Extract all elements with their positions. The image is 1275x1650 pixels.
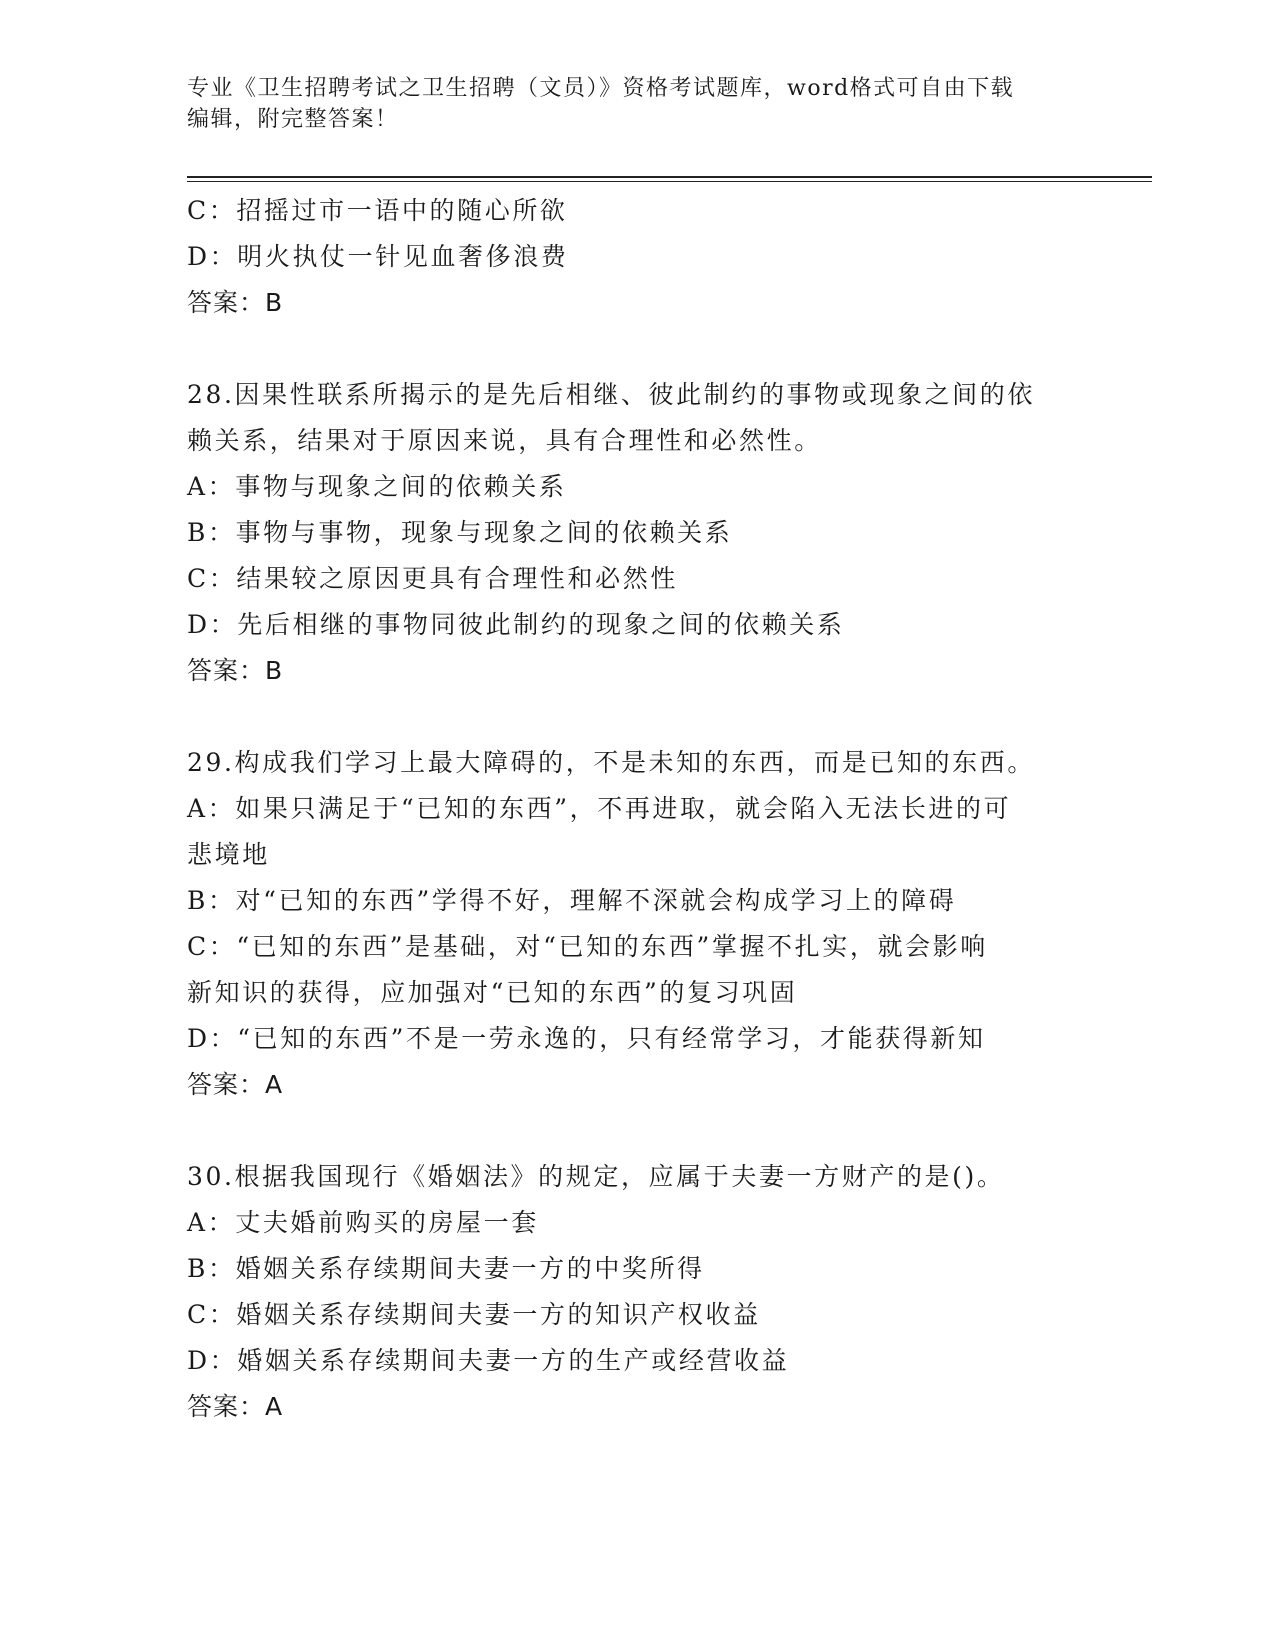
option-a: A：事物与现象之间的依赖关系 xyxy=(187,472,567,501)
option-b: B：婚姻关系存续期间夫妻一方的中奖所得 xyxy=(187,1254,705,1283)
question-30 xyxy=(187,1154,1077,1430)
header-line-2: 编辑，附完整答案！ xyxy=(187,107,399,132)
question-29 xyxy=(187,740,1077,1108)
header-divider-thin xyxy=(187,181,1152,182)
spacer xyxy=(187,1108,1077,1154)
option-c: C：婚姻关系存续期间夫妻一方的知识产权收益 xyxy=(187,1300,761,1329)
spacer xyxy=(187,694,1077,740)
document-header xyxy=(187,73,1067,135)
option-b: B：事物与事物，现象与现象之间的依赖关系 xyxy=(187,518,733,547)
answer-line: 答案：A xyxy=(187,1392,284,1421)
header-divider-thick xyxy=(187,176,1152,178)
option-a-continued: 悲境地 xyxy=(187,840,270,869)
option-d: D：婚姻关系存续期间夫妻一方的生产或经营收益 xyxy=(187,1346,790,1375)
question-stem: 29.构成我们学习上最大障碍的，不是未知的东西，而是已知的东西。 xyxy=(187,748,1035,777)
option-d: D：明火执仗一针见血奢侈浪费 xyxy=(187,242,569,271)
option-c-continued: 新知识的获得，应加强对“已知的东西”的复习巩固 xyxy=(187,978,798,1007)
question-stem: 28.因果性联系所揭示的是先后相继、彼此制约的事物或现象之间的依 xyxy=(187,380,1035,409)
option-d: D：先后相继的事物同彼此制约的现象之间的依赖关系 xyxy=(187,610,845,639)
option-c: C：结果较之原因更具有合理性和必然性 xyxy=(187,564,678,593)
spacer xyxy=(187,326,1077,372)
answer-line: 答案：A xyxy=(187,1070,284,1099)
option-a: A：如果只满足于“已知的东西”，不再进取，就会陷入无法长进的可 xyxy=(187,794,1012,823)
answer-line: 答案：B xyxy=(187,288,284,317)
question-stem-continued: 赖关系，结果对于原因来说，具有合理性和必然性。 xyxy=(187,426,822,455)
question-28 xyxy=(187,372,1077,694)
option-d: D：“已知的东西”不是一劳永逸的，只有经常学习，才能获得新知 xyxy=(187,1024,986,1053)
header-line-1: 专业《卫生招聘考试之卫生招聘（文员）》资格考试题库，word格式可自由下载 xyxy=(187,76,1015,101)
option-c: C：“已知的东西”是基础，对“已知的东西”掌握不扎实，就会影响 xyxy=(187,932,988,961)
option-a: A：丈夫婚前购买的房屋一套 xyxy=(187,1208,539,1237)
question-list xyxy=(187,188,1077,1430)
option-b: B：对“已知的东西”学得不好，理解不深就会构成学习上的障碍 xyxy=(187,886,957,915)
question-27-continued xyxy=(187,188,1077,326)
option-c: C：招摇过市一语中的随心所欲 xyxy=(187,196,568,225)
question-stem: 30.根据我国现行《婚姻法》的规定，应属于夫妻一方财产的是()。 xyxy=(187,1162,1005,1191)
answer-line: 答案：B xyxy=(187,656,284,685)
